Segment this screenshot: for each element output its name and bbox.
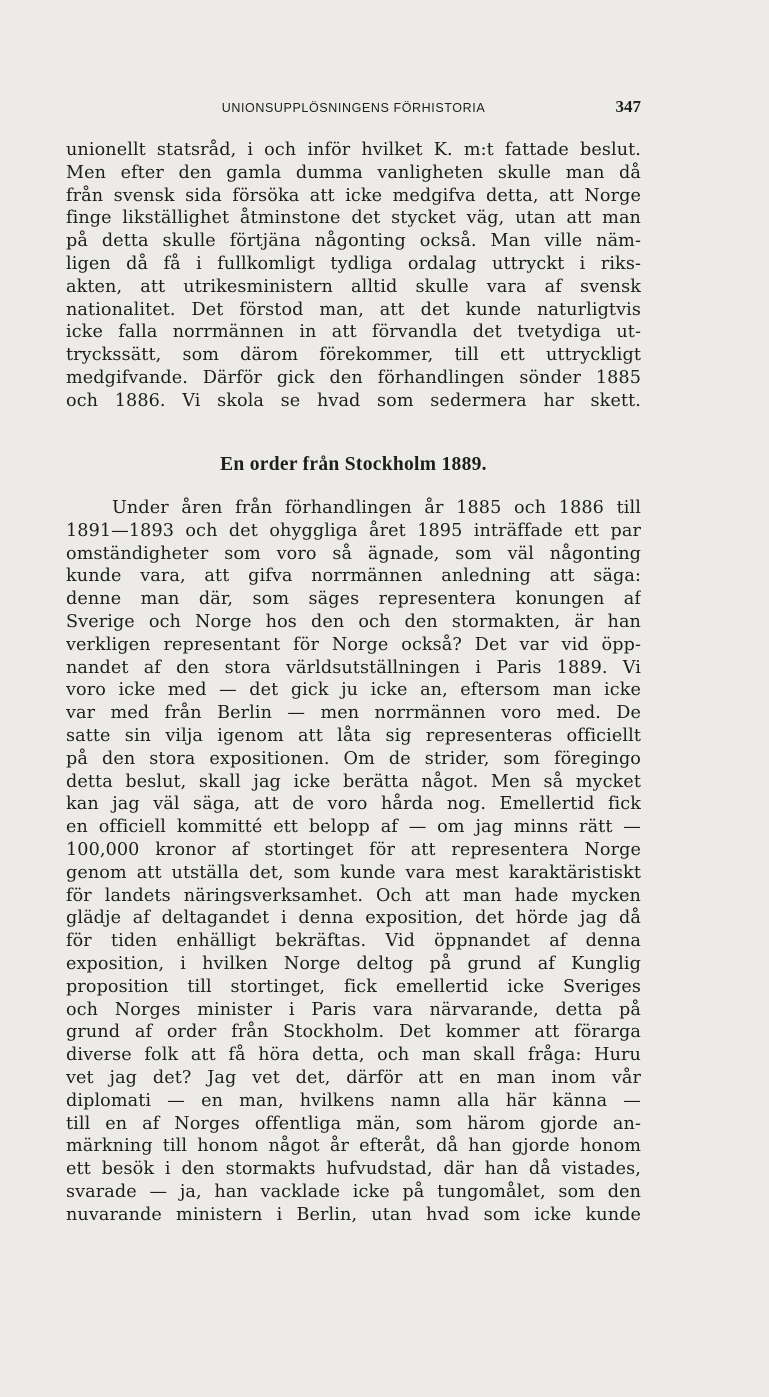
running-title: UNIONSUPPLÖSNINGENS FÖRHISTORIA [221,101,486,115]
text-line: denne man där, som säges representera konungen af [66,589,641,610]
text-line: från svensk sida försöka att icke medgifva detta, att Norge [66,185,641,206]
text-line: ligen då få i fullkomligt tydliga ordalag uttryckt i riks- [66,253,641,274]
text-line: grund af order från Stockholm. Det kommer att förarga [66,1022,641,1043]
text-line: Under åren från förhandlingen år 1885 och 1886 till [112,498,641,518]
text-line: omständigheter som voro så ägnade, som väl någonting [66,543,641,564]
text-line: 1891—1893 och det ohyggliga året 1895 inträffade ett par [66,520,641,541]
text-line: ett besök i den stormakts hufvudstad, där han då vistades, [66,1159,641,1180]
text-line: kan jag väl säga, att de voro hårda nog. Emellertid fick [66,794,641,815]
text-line: för landets näringsverksamhet. Och att man hade mycken [66,885,641,906]
paragraph-2 [66,497,641,1227]
text-line: märkning till honom något år efteråt, då han gjorde honom [66,1136,641,1157]
text-line: svarade — ja, han vacklade icke på tungomålet, som den [66,1181,641,1202]
text-line: var med från Berlin — men norrmännen voro med. De [66,703,641,724]
text-line: nuvarande ministern i Berlin, utan hvad som icke kunde [66,1204,641,1225]
text-line: Men efter den gamla dumma vanligheten skulle man då [66,162,641,183]
section-heading: En order från Stockholm 1889. [220,454,487,475]
text-line: kunde vara, att gifva norrmännen anledning att säga: [66,566,641,587]
text-line: exposition, i hvilken Norge deltog på grund af Kunglig [66,953,641,974]
text-line: diverse folk att få höra detta, och man skall fråga: Huru [66,1045,641,1066]
text-line: glädje af deltagandet i denna exposition, det hörde jag då [66,908,641,929]
text-line: detta beslut, skall jag icke berätta något. Men så mycket [66,771,641,792]
text-line: vet jag det? Jag vet det, därför att en man inom vår [66,1067,641,1088]
text-line: nationalitet. Det förstod man, att det kunde naturligtvis [66,299,641,320]
text-line: på den stora expositionen. Om de strider, som föregingo [66,748,641,769]
text-line: en officiell kommitté ett belopp af — om jag minns rätt — [66,817,641,838]
text-line: satte sin vilja igenom att låta sig representeras officiellt [66,725,641,746]
text-line: Sverige och Norge hos den och den stormakten, är han [66,611,641,632]
text-line: 100,000 kronor af stortinget för att representera Norge [66,839,641,860]
text-line: voro icke med — det gick ju icke an, eftersom man icke [66,680,641,701]
text-line: icke falla norrmännen in att förvandla det tvetydiga ut- [66,322,641,343]
text-line: medgifvande. Därför gick den förhandlingen sönder 1885 [66,367,641,388]
running-head [66,97,641,119]
text-line: nandet af den stora världsutställningen i Paris 1889. Vi [66,657,641,678]
text-line: för tiden enhälligt bekräftas. Vid öppnandet af denna [66,931,641,952]
paragraph-1 [66,139,641,413]
text-line: på detta skulle förtjäna någonting också. Man ville näm- [66,231,641,252]
text-line: finge likställighet åtminstone det stycket väg, utan att man [66,208,641,229]
text-line: verkligen representant för Norge också? Det var vid öpp- [66,634,641,655]
text-line: till en af Norges offentliga män, som härom gjorde an- [66,1113,641,1134]
text-line: tryckssätt, som därom förekommer, till ett uttryckligt [66,345,641,366]
text-line: proposition till stortinget, fick emellertid icke Sveriges [66,976,641,997]
text-line: diplomati — en man, hvilkens namn alla här känna — [66,1090,641,1111]
page-number: 347 [615,97,641,116]
text-line: unionellt statsråd, i och inför hvilket K. m:t fattade beslut. [66,140,641,160]
text-line: och 1886. Vi skola se hvad som sedermera har skett. [66,390,641,411]
text-line: akten, att utrikesministern alltid skulle vara af svensk [66,276,641,297]
text-line: genom att utställa det, som kunde vara mest karaktäristiskt [66,862,641,883]
text-line: och Norges minister i Paris vara närvarande, detta på [66,999,641,1020]
